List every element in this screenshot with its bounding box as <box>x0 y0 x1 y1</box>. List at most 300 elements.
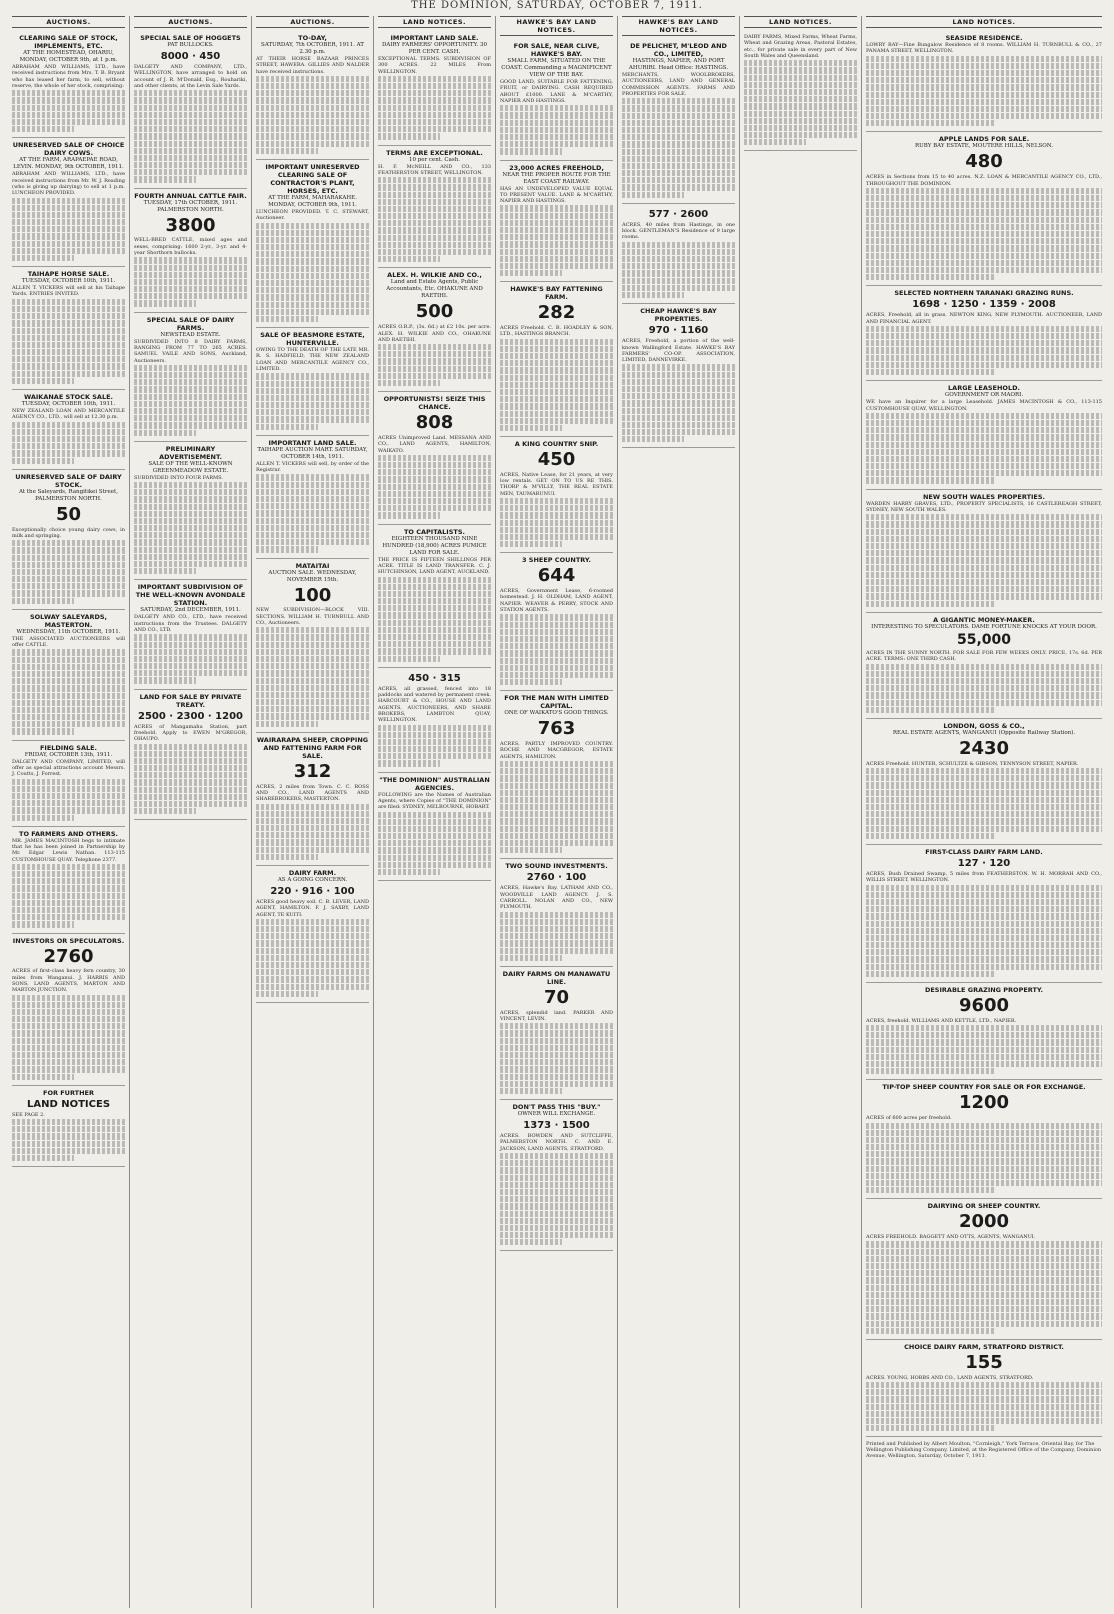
small-print-line <box>866 1306 1102 1312</box>
small-print-line <box>134 656 247 662</box>
small-print-line <box>622 256 735 262</box>
small-print-line <box>500 527 613 533</box>
small-print-line <box>500 1167 613 1173</box>
ad-subtitle: NEAR THE PROPER ROUTE FOR THE EAST COAST RAILWAY. <box>502 171 611 185</box>
small-print-line <box>256 656 369 662</box>
small-print-line <box>256 309 369 315</box>
small-print-line <box>256 316 318 322</box>
small-print-line <box>500 790 613 796</box>
small-print-line <box>378 725 491 731</box>
ad-title: IMPORTANT LAND SALE. <box>268 438 357 447</box>
small-print-line <box>866 1137 1102 1143</box>
ad-title: INVESTORS OR SPECULATORS. <box>12 936 125 945</box>
small-print-line <box>500 1160 613 1166</box>
advertisement <box>378 392 491 524</box>
ad-title: WAIKANAE STOCK SALE. <box>23 393 114 402</box>
small-print-line <box>866 1032 1102 1038</box>
small-print-line <box>378 192 491 198</box>
small-print-line <box>500 367 613 373</box>
small-print-line <box>378 462 491 468</box>
small-print-line <box>12 598 74 604</box>
small-print-line <box>12 786 125 792</box>
small-print-line <box>500 940 613 946</box>
advertisement <box>866 719 1102 845</box>
ad-subtitle: AUCTION SALE. WEDNESDAY, NOVEMBER 15th. <box>268 569 357 583</box>
small-print-line <box>866 790 1102 796</box>
small-print-line <box>134 300 196 306</box>
ad-body-text: ACRES in Sections from 15 to 40 acres. N.Z. LOAN & MERCANTILE AGENCY CO., LTD., THROUGHOUT THE DOMINION. <box>866 174 1102 187</box>
small-print-line <box>134 279 247 285</box>
small-print-line <box>134 372 247 378</box>
small-print-line <box>866 420 1102 426</box>
advertisement <box>866 1080 1102 1199</box>
small-print-line <box>134 670 247 676</box>
small-print-line <box>256 649 369 655</box>
ad-title: CLEARING SALE OF STOCK, IMPLEMENTS, ETC. <box>19 34 118 50</box>
small-print-line <box>866 1241 1102 1247</box>
small-print-line <box>256 273 369 279</box>
column-5 <box>496 16 618 1608</box>
ad-title: HAWKE'S BAY FATTENING FARM. <box>510 285 603 302</box>
ad-body-text: Exceptionally choice young dairy cows, in milk and springing. <box>12 526 125 539</box>
small-print-line <box>866 1270 1102 1276</box>
small-print-line <box>866 811 1102 817</box>
small-print-line <box>378 373 491 379</box>
small-print-line <box>500 241 613 247</box>
small-print-line <box>378 97 491 103</box>
advertisement <box>256 160 369 328</box>
small-print-line <box>256 503 369 509</box>
small-print-line <box>256 141 369 147</box>
ad-body-text: ACRES IN THE SUNNY NORTH. FOR SALE FOR FEW WEEKS ONLY. PRICE, 17s. 6d. PER ACRE. TERMS: ONE THIRD CASH. <box>866 650 1102 663</box>
small-print-line <box>378 358 491 364</box>
small-print-line <box>12 378 74 384</box>
small-print-line <box>378 612 491 618</box>
small-print-line <box>622 242 735 248</box>
small-print-line <box>866 1411 1102 1417</box>
advertisement <box>866 31 1102 132</box>
small-print-line <box>622 184 735 190</box>
ad-headline-figure: 312 <box>293 760 332 782</box>
ad-body-text: ACRES, splendid land. PARKER AND VINCENT, LEVIN. <box>500 1009 613 1022</box>
small-print-line <box>622 415 735 421</box>
ad-body-text: HAS AN UNDEVELOPED VALUE EQUAL TO PRESENT VALUE. LANE & M'CARTHY, NAPIER AND HASTINGS. <box>500 185 613 205</box>
small-print-line <box>500 614 613 620</box>
ad-title: SALE OF BEASMORE ESTATE, HUNTERVILLE. <box>260 331 365 348</box>
small-print-line <box>134 663 247 669</box>
small-print-line <box>256 926 369 932</box>
small-print-line <box>500 1182 613 1188</box>
ad-headline-figure: 9600 <box>958 995 1010 1016</box>
small-print-line <box>134 744 247 750</box>
small-print-line <box>12 700 125 706</box>
small-print-line <box>12 921 74 927</box>
advertisement <box>866 132 1102 286</box>
small-print-line <box>378 812 491 818</box>
small-print-line <box>500 263 613 269</box>
small-print-line <box>134 105 247 111</box>
ad-headline-figure: LAND NOTICES <box>26 1098 111 1110</box>
small-print-line <box>622 408 735 414</box>
ad-subtitle: At the Saleyards, Rangitikei Street, PALMERSTON NORTH. <box>18 488 118 502</box>
advertisement <box>500 161 613 283</box>
small-print-line <box>256 832 369 838</box>
small-print-line <box>500 761 613 767</box>
small-print-line <box>256 388 369 394</box>
small-print-line <box>866 949 1102 955</box>
small-print-line <box>134 677 196 683</box>
small-print-line <box>134 112 247 118</box>
small-print-line <box>866 456 1102 462</box>
small-print-line <box>256 133 369 139</box>
small-print-line <box>134 547 247 553</box>
small-print-line <box>378 840 491 846</box>
small-print-line <box>12 807 125 813</box>
small-print-line <box>134 126 247 132</box>
ad-title: DAIRY FARM. <box>288 869 337 878</box>
ad-body-text: ACRES O.R.P., (3s. 6d.) at £2 10s. per acre. ALEX. H. WILKIE AND CO., OHAKUNE AND RAETIHI. <box>378 324 491 343</box>
small-print-line <box>256 721 318 727</box>
small-print-line <box>12 429 125 435</box>
advertisement <box>866 1199 1102 1340</box>
small-print-line <box>500 346 613 352</box>
small-print-line <box>378 227 491 233</box>
small-print-line <box>12 1002 125 1008</box>
ad-title: IMPORTANT LAND SALE. <box>390 34 479 42</box>
small-print-line <box>134 141 247 147</box>
small-print-line <box>378 746 491 752</box>
small-print-line <box>866 899 1102 905</box>
ad-subtitle: GOVERNMENT OR MAORI. <box>944 392 1024 399</box>
small-print-line <box>134 379 247 385</box>
ad-headline-figure: 763 <box>537 718 576 740</box>
small-print-line <box>256 287 369 293</box>
small-print-line <box>866 826 1102 832</box>
small-print-line <box>256 955 369 961</box>
ad-title: SELECTED NORTHERN TARANAKI GRAZING RUNS. <box>894 289 1074 298</box>
small-print-line <box>256 713 369 719</box>
imprint-footer: Printed and Published by Albert Moulton, "Cornleigh," York Terrace, Oriental Bay, for The Wellington Publishing Company, Limited, at the Registered Office of the Company, Dominion Avenue, Wellington, Saturday, October 7, 1911. <box>866 1441 1102 1460</box>
small-print-line <box>866 671 1102 677</box>
small-print-line <box>866 1061 1102 1067</box>
small-print-line <box>12 1038 125 1044</box>
small-print-line <box>256 251 369 257</box>
small-print-line <box>378 351 491 357</box>
ad-body-text: ACRES, Bush Drained Swamp, 5 miles from FEATHERSTON. W. H. MORRAH AND CO., WILLIS STREET, WELLINGTON. <box>866 870 1102 884</box>
small-print-line <box>866 267 1102 273</box>
small-print-line <box>500 622 613 628</box>
ad-body-text: ALLEN T. VICKERS will sell, by order of the Registrar. <box>256 460 369 474</box>
ad-body-text: THE ASSOCIATED AUCTIONEERS will offer CATTLE. <box>12 635 125 649</box>
small-print-line <box>12 233 125 239</box>
small-print-line <box>866 707 996 713</box>
small-print-line <box>866 964 1102 970</box>
small-print-line <box>500 833 613 839</box>
ad-headline-figure: 282 <box>537 302 576 324</box>
small-print-line <box>500 840 613 846</box>
small-print-line <box>12 914 125 920</box>
small-print-line <box>500 425 562 431</box>
small-print-line <box>134 525 247 531</box>
ad-title: CHOICE DAIRY FARM, STRATFORD DISTRICT. <box>904 1342 1064 1351</box>
small-print-line <box>622 285 735 291</box>
small-print-line <box>866 1418 1102 1424</box>
small-print-line <box>866 209 1102 215</box>
ad-title: TAIHAPE HORSE SALE. <box>27 270 110 279</box>
advertisement <box>12 390 125 470</box>
small-print-line <box>622 163 735 169</box>
small-print-line <box>378 739 491 745</box>
small-print-line <box>378 753 491 759</box>
small-print-line <box>500 1175 613 1181</box>
small-print-line <box>500 1189 613 1195</box>
small-print-line <box>378 605 491 611</box>
small-print-line <box>866 818 1102 824</box>
small-print-line <box>378 826 491 832</box>
small-print-line <box>866 514 1102 520</box>
small-print-line <box>500 1088 562 1094</box>
small-print-line <box>12 241 125 247</box>
ad-subtitle: TUESDAY, 17th OCTOBER, 1911. PALMERSTON NORTH. <box>143 199 238 213</box>
ad-body-text: MR. JAMES MACINTOSH begs to intimate that he has been joined in Partnership by Mr. Edgar Lewis Nathan. 113-115 CUSTOMHOUSE QUAY. Telephone 2377. <box>12 837 125 863</box>
small-print-line <box>378 83 491 89</box>
advertisement <box>12 934 125 1086</box>
small-print-line <box>12 112 125 118</box>
small-print-line <box>256 804 369 810</box>
small-print-line <box>12 226 125 232</box>
small-print-line <box>256 83 369 89</box>
small-print-line <box>134 430 196 436</box>
small-print-line <box>500 220 613 226</box>
small-print-line <box>622 98 735 104</box>
small-print-line <box>378 90 491 96</box>
small-print-line <box>12 1119 125 1125</box>
ad-headline-figure: 2500 · 2300 · 1200 <box>137 710 244 722</box>
advertisement <box>134 313 247 442</box>
small-print-line <box>622 127 735 133</box>
small-print-line <box>866 1047 1102 1053</box>
small-print-line <box>134 176 196 182</box>
ad-body-text: DALGETY AND CO., LTD., have received instructions from the Trustees. DALGETY AND CO., LTD. <box>134 614 247 634</box>
advertisement <box>12 31 125 138</box>
small-print-line <box>500 1038 613 1044</box>
ad-title: APPLE LANDS FOR SALE. <box>938 135 1030 144</box>
ad-subtitle: 10 per cent. Cash. <box>408 156 461 163</box>
ad-title: DAIRYING OR SHEEP COUNTRY. <box>927 1202 1041 1211</box>
small-print-line <box>134 561 247 567</box>
small-print-line <box>378 177 491 183</box>
small-print-line <box>12 664 125 670</box>
ad-subtitle: SATURDAY, 7th OCTOBER, 1911. AT 2.30 p.m. <box>261 42 364 55</box>
small-print-line <box>500 534 613 540</box>
small-print-line <box>12 995 125 1001</box>
small-print-line <box>866 1025 1102 1031</box>
small-print-line <box>866 1285 1102 1291</box>
ad-subtitle: AS A GOING CONCERN. <box>277 877 348 884</box>
small-print-line <box>12 1074 74 1080</box>
small-print-line <box>12 815 74 821</box>
advertisement <box>12 267 125 390</box>
small-print-line <box>134 155 247 161</box>
ad-body-text: ALLEN T. VICKERS will sell at his Taihape Yards. ENTRIES INVITED. <box>12 285 125 298</box>
ad-title: TERMS ARE EXCEPTIONAL. <box>386 148 483 157</box>
advertisement <box>12 138 125 267</box>
small-print-line <box>866 586 1102 592</box>
small-print-line <box>12 1016 125 1022</box>
small-print-line <box>500 148 562 154</box>
ad-headline-figure: 644 <box>537 565 576 587</box>
small-print-line <box>12 1141 125 1147</box>
small-print-line <box>500 1203 613 1209</box>
ad-title: A GIGANTIC MONEY-MAKER. <box>933 615 1035 624</box>
small-print-line <box>378 584 491 590</box>
small-print-line <box>378 847 491 853</box>
small-print-line <box>12 1045 125 1051</box>
small-print-line <box>134 642 247 648</box>
ad-title: "THE DOMINION" AUSTRALIAN AGENCIES. <box>379 775 490 792</box>
ad-subtitle: PAT BULLOCKS. <box>167 42 214 48</box>
small-print-line <box>134 801 247 807</box>
small-print-line <box>256 525 369 531</box>
small-print-line <box>866 70 1102 76</box>
ad-body-text: ACRES of first-class heavy fern country, 30 miles from Wanganui. J. HARRIS AND SONS, LAND AGENTS, MARTON AND MARTON JUNCTION. <box>12 968 125 994</box>
small-print-line <box>500 768 613 774</box>
small-print-line <box>134 511 247 517</box>
small-print-line <box>256 518 369 524</box>
small-print-line <box>622 393 735 399</box>
advertisement <box>378 525 491 668</box>
ad-headline-figure: 1200 <box>958 1092 1010 1114</box>
small-print-line <box>134 415 247 421</box>
small-print-line <box>256 119 369 125</box>
small-print-line <box>134 482 247 488</box>
small-print-line <box>500 933 613 939</box>
small-print-line <box>12 1023 125 1029</box>
small-print-line <box>12 313 125 319</box>
small-print-line <box>256 258 369 264</box>
small-print-line <box>378 220 491 226</box>
advertisement <box>500 1100 613 1251</box>
small-print-line <box>744 132 857 138</box>
ad-title: ALEX. H. WILKIE AND CO., <box>387 271 482 280</box>
ad-body-text: NEW SUBDIVISION—BLOCK VIII. SECTIONS. WILLIAM H. TURNBULL AND CO., Auctioneers. <box>256 607 369 626</box>
small-print-line <box>500 955 562 961</box>
small-print-line <box>12 1155 74 1161</box>
small-print-line <box>378 634 491 640</box>
ad-subtitle: WEDNESDAY, 11th OCTOBER, 1911. <box>16 628 121 635</box>
ad-body-text: AT THEIR HORSE BAZAAR PRINCES STREET, HAWERA. GILLIES AND NALDER have received instructions. <box>256 56 369 75</box>
advertisement <box>256 328 369 436</box>
small-print-line <box>622 105 735 111</box>
small-print-line <box>500 505 613 511</box>
small-print-line <box>500 1211 613 1217</box>
advertisement <box>866 845 1102 983</box>
ad-title: FOR THE MAN WITH LIMITED CAPITAL. <box>504 694 609 711</box>
small-print-line <box>134 365 247 371</box>
small-print-line <box>134 286 247 292</box>
small-print-line <box>866 971 996 977</box>
ad-title: FOR FURTHER <box>43 1088 94 1097</box>
ad-subtitle: NEWSTEAD ESTATE. <box>160 331 221 338</box>
ad-body-text: ACRES of 600 acres per freehold. <box>866 1115 952 1122</box>
advertisement <box>866 490 1102 613</box>
small-print-line <box>866 935 1102 941</box>
small-print-line <box>378 491 491 497</box>
small-print-line <box>134 90 247 96</box>
small-print-line <box>866 601 996 607</box>
small-print-line <box>500 403 613 409</box>
small-print-line <box>500 339 613 345</box>
small-print-line <box>744 67 857 73</box>
small-print-line <box>866 113 1102 119</box>
small-print-line <box>12 458 74 464</box>
small-print-line <box>12 349 125 355</box>
small-print-line <box>500 629 613 635</box>
small-print-line <box>12 649 125 655</box>
small-print-line <box>500 1023 613 1029</box>
small-print-line <box>500 948 613 954</box>
ad-body-text: ACRES, 2 miles from Town. C. C. ROSS AND CO., LAND AGENTS AND SHAREBROKERS, MASTERTON. <box>256 783 369 803</box>
ad-headline-figure: 100 <box>293 584 332 606</box>
small-print-line <box>378 366 491 372</box>
small-print-line <box>256 402 369 408</box>
small-print-line <box>134 758 247 764</box>
small-print-line <box>256 825 369 831</box>
ad-headline-figure: 8000 · 450 <box>160 51 221 62</box>
small-print-line <box>256 496 369 502</box>
small-print-line <box>12 569 125 575</box>
advertisement <box>134 189 247 313</box>
advertisement <box>256 733 369 866</box>
small-print-line <box>500 797 613 803</box>
small-print-line <box>256 670 369 676</box>
small-print-line <box>500 1225 613 1231</box>
small-print-line <box>500 411 613 417</box>
small-print-line <box>12 714 125 720</box>
small-print-line <box>134 119 247 125</box>
small-print-line <box>256 381 369 387</box>
advertisement <box>866 1340 1102 1437</box>
small-print-line <box>866 536 1102 542</box>
ad-headline-figure: 970 · 1160 <box>648 325 709 337</box>
advertisement <box>134 442 247 581</box>
advertisement <box>866 613 1102 719</box>
small-print-line <box>622 177 735 183</box>
ad-title: OPPORTUNISTS! SEIZE THIS CHANCE. <box>383 395 486 412</box>
small-print-line <box>866 928 1102 934</box>
ad-body-text: NEW ZEALAND LOAN AND MERCANTILE AGENCY CO., LTD., will sell at 12.30 p.m. <box>12 408 125 421</box>
ad-title: UNRESERVED SALE OF CHOICE DAIRY COWS. <box>12 141 125 158</box>
column-header: AUCTIONS. <box>12 16 125 28</box>
small-print-line <box>378 656 440 662</box>
small-print-line <box>256 976 369 982</box>
ad-subtitle: AT THE FARM, MAHARAKAHE. MONDAY, OCTOBER 9th, 1911. <box>268 194 357 208</box>
small-print-line <box>866 274 996 280</box>
small-print-line <box>256 692 369 698</box>
small-print-line <box>866 347 1102 353</box>
small-print-line <box>134 496 247 502</box>
small-print-line <box>134 133 247 139</box>
small-print-line <box>866 260 1102 266</box>
small-print-line <box>134 169 247 175</box>
column-header: HAWKE'S BAY LAND NOTICES. <box>622 16 735 36</box>
ad-body-text: LOWRY BAY—Fine Bungalow Residence of 8 rooms. WILLIAM H. TURNBULL & CO., 27 PANAMA STREET, WELLINGTON. <box>866 42 1102 55</box>
small-print-line <box>378 869 440 875</box>
ad-body-text: SUBDIVIDED INTO FOUR FARMS. <box>134 474 224 481</box>
column-header: LAND NOTICES. <box>744 16 857 28</box>
small-print-line <box>256 854 318 860</box>
small-print-line <box>134 518 247 524</box>
